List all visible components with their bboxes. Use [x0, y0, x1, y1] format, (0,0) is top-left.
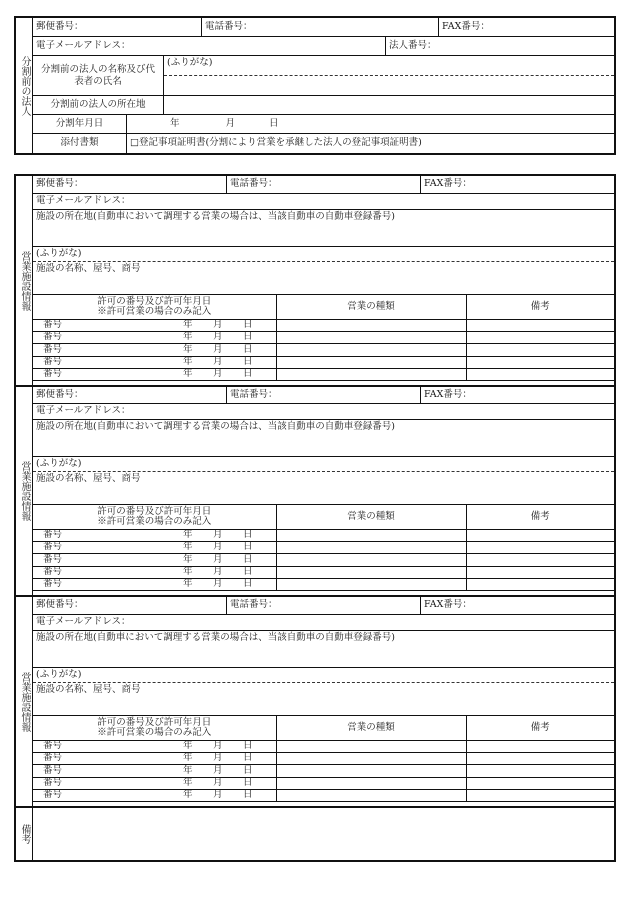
- pre-split-address-row: [33, 96, 614, 115]
- phone-label: 電話番号：: [230, 599, 278, 611]
- attachment-row: [33, 134, 614, 153]
- facility-furigana-field[interactable]: [33, 457, 614, 471]
- permit-row: [33, 765, 614, 777]
- remarks-cell[interactable]: [466, 319, 614, 331]
- permit-month: 月: [213, 752, 223, 764]
- pre-split-email-row: [33, 37, 614, 56]
- permit-row: [33, 579, 614, 591]
- permit-number-cell[interactable]: [33, 752, 276, 764]
- remarks-cell[interactable]: [466, 740, 614, 752]
- email-label: 電子メールアドレス：: [36, 195, 131, 207]
- attachment-checkbox-field[interactable]: [126, 134, 614, 153]
- permit-number-label: 番号: [43, 319, 63, 330]
- pre-split-furigana-label: (ふりがな): [167, 57, 213, 68]
- permit-row: [33, 740, 614, 752]
- corporate-number-field[interactable]: [385, 37, 614, 55]
- remarks-cell[interactable]: [466, 356, 614, 368]
- permit-day: 日: [243, 529, 253, 540]
- facility-furigana-label: (ふりがな): [36, 458, 82, 469]
- permit-number-label: 番号: [43, 764, 63, 776]
- email-field[interactable]: [33, 37, 385, 55]
- pre-split-name-row: [33, 56, 614, 96]
- permit-month: 月: [213, 553, 223, 565]
- facility-contact-row: [33, 176, 614, 194]
- fax-field[interactable]: [420, 387, 614, 403]
- postal-code-label: 郵便番号：: [36, 20, 84, 32]
- permit-header: [33, 505, 276, 529]
- business-type-header-text: 営業の種類: [347, 510, 395, 522]
- permit-day: 日: [243, 752, 253, 764]
- permit-number-label: 番号: [43, 578, 63, 590]
- fax-label: FAX番号：: [424, 178, 472, 190]
- permit-month: 月: [213, 356, 223, 367]
- permit-year: 年: [183, 356, 193, 367]
- business-type-cell[interactable]: [276, 752, 466, 764]
- facility-email-row: [33, 615, 614, 631]
- permit-number-cell[interactable]: [33, 790, 276, 802]
- remarks-field[interactable]: [33, 808, 614, 860]
- permit-number-cell[interactable]: [33, 319, 276, 331]
- fax-label: FAX番号：: [424, 388, 472, 400]
- remarks-header-text: 備考: [530, 510, 550, 522]
- permit-day: 日: [243, 578, 253, 590]
- pre-split-address-field[interactable]: [163, 96, 614, 114]
- permit-month: 月: [213, 343, 223, 355]
- facility-name-label: 施設の名称、屋号、商号: [36, 684, 141, 695]
- permit-month: 月: [213, 529, 223, 540]
- facility-sidebar: [16, 387, 33, 595]
- permit-month: 月: [213, 566, 223, 577]
- permit-month: 月: [213, 578, 223, 590]
- split-date-year: 年: [170, 117, 180, 129]
- facility-name-label: 施設の名称、屋号、商号: [36, 263, 141, 274]
- remarks-header: [466, 295, 614, 319]
- postal-code-label: 郵便番号：: [36, 599, 84, 611]
- remarks-sidebar: [16, 808, 33, 860]
- split-date-row: [33, 115, 614, 134]
- facility-furigana-label: (ふりがな): [36, 669, 82, 680]
- remarks-cell[interactable]: [466, 790, 614, 802]
- fax-label: FAX番号：: [442, 20, 490, 32]
- permit-year: 年: [183, 319, 193, 330]
- permit-year: 年: [183, 752, 193, 764]
- permit-month: 月: [213, 789, 223, 801]
- fax-label: FAX番号：: [424, 599, 472, 611]
- facility-furigana-field[interactable]: [33, 247, 614, 261]
- facility-location-field[interactable]: [33, 420, 398, 435]
- email-field[interactable]: [33, 615, 614, 630]
- permit-day: 日: [243, 319, 253, 330]
- phone-label: 電話番号：: [205, 20, 253, 32]
- facility-location-row: [33, 210, 614, 247]
- business-type-cell[interactable]: [276, 777, 466, 789]
- permit-year: 年: [183, 764, 193, 776]
- remarks-cell[interactable]: [466, 777, 614, 789]
- facility-content: [33, 387, 614, 591]
- permit-number-label: 番号: [43, 752, 63, 764]
- business-type-cell[interactable]: [276, 356, 466, 368]
- remarks-cell[interactable]: [466, 331, 614, 343]
- facility-section-title: 営業施設情報: [19, 671, 30, 732]
- remarks-cell[interactable]: [466, 579, 614, 591]
- facility-name-field[interactable]: [33, 471, 614, 504]
- permit-row: [33, 369, 614, 381]
- permit-table-header: [33, 716, 614, 740]
- phone-field[interactable]: [201, 18, 438, 36]
- facility-section-title: 営業施設情報: [19, 250, 30, 311]
- facility-section-title: 営業施設情報: [19, 461, 30, 521]
- facility-section-3: [14, 595, 616, 806]
- permit-row: [33, 529, 614, 541]
- remarks-cell[interactable]: [466, 541, 614, 553]
- permit-year: 年: [183, 343, 193, 355]
- facility-section-2: [14, 385, 616, 595]
- business-type-cell[interactable]: [276, 554, 466, 566]
- permit-number-label: 番号: [43, 529, 63, 540]
- permit-year: 年: [183, 553, 193, 565]
- remarks-header: [466, 505, 614, 529]
- remarks-cell[interactable]: [466, 529, 614, 541]
- remarks-header-text: 備考: [530, 300, 550, 312]
- permit-row: [33, 777, 614, 789]
- permit-number-label: 番号: [43, 553, 63, 565]
- business-type-cell[interactable]: [276, 344, 466, 356]
- facility-section-1: [14, 174, 616, 385]
- permit-day: 日: [243, 566, 253, 577]
- facility-email-row: [33, 404, 614, 420]
- permit-day: 日: [243, 789, 253, 801]
- permit-table: [33, 295, 614, 381]
- permit-month: 月: [213, 368, 223, 380]
- permit-month: 月: [213, 740, 223, 751]
- remarks-header-text: 備考: [530, 721, 550, 733]
- permit-header-line2: ※許可営業の場合のみ記入: [97, 305, 212, 317]
- facility-name-row: [33, 247, 614, 295]
- permit-year: 年: [183, 789, 193, 801]
- business-type-header-text: 営業の種類: [347, 721, 395, 733]
- facility-contact-row: [33, 597, 614, 615]
- pre-split-address-label-text: 分割前の法人の所在地: [50, 98, 146, 110]
- business-type-cell[interactable]: [276, 790, 466, 802]
- pre-split-section-title: 分割前の法人: [19, 55, 30, 116]
- email-label: 電子メールアドレス：: [36, 405, 131, 417]
- remarks-cell[interactable]: [466, 369, 614, 381]
- permit-number-cell[interactable]: [33, 529, 276, 541]
- facility-sidebar: [16, 597, 33, 806]
- business-type-header: [276, 716, 466, 740]
- permit-number-cell[interactable]: [33, 554, 276, 566]
- permit-table-header: [33, 295, 614, 319]
- permit-table: [33, 505, 614, 591]
- attachment-checkbox-label: □登記事項証明書(分割により営業を承継した法人の登記事項証明書): [130, 137, 422, 149]
- postal-code-field[interactable]: [33, 176, 226, 193]
- facility-contact-row: [33, 387, 614, 404]
- permit-header-line2: ※許可営業の場合のみ記入: [97, 726, 212, 738]
- pre-split-contact-row: [33, 18, 614, 37]
- permit-number-label: 番号: [43, 740, 63, 751]
- facility-name-row: [33, 668, 614, 716]
- remarks-cell[interactable]: [466, 752, 614, 764]
- permit-header-line2: ※許可営業の場合のみ記入: [97, 515, 212, 527]
- facility-content: [33, 176, 614, 381]
- permit-number-label: 番号: [43, 789, 63, 801]
- business-type-cell[interactable]: [276, 740, 466, 752]
- split-date-label: [33, 115, 126, 133]
- phone-field[interactable]: [226, 176, 420, 193]
- remarks-section: [14, 806, 616, 862]
- remarks-cell[interactable]: [466, 566, 614, 578]
- remarks-cell[interactable]: [466, 344, 614, 356]
- permit-month: 月: [213, 777, 223, 788]
- permit-header-line1: 許可の番号及び許可年月日: [97, 295, 212, 307]
- permit-row: [33, 331, 614, 343]
- facility-location-label: 施設の所在地(自動車において調理する営業の場合は、当該自動車の自動車登録番号): [36, 632, 395, 643]
- permit-month: 月: [213, 319, 223, 330]
- permit-number-cell[interactable]: [33, 566, 276, 578]
- facility-furigana-field[interactable]: [33, 668, 614, 682]
- permit-day: 日: [243, 777, 253, 788]
- permit-day: 日: [243, 343, 253, 355]
- permit-number-cell[interactable]: [33, 765, 276, 777]
- permit-year: 年: [183, 368, 193, 380]
- pre-split-name-label: [33, 56, 163, 95]
- facility-name-field[interactable]: [33, 261, 614, 294]
- split-date-month: 月: [225, 117, 236, 129]
- phone-label: 電話番号：: [230, 178, 278, 190]
- email-field[interactable]: [33, 404, 614, 419]
- facility-location-label: 施設の所在地(自動車において調理する営業の場合は、当該自動車の自動車登録番号): [36, 421, 395, 432]
- business-type-header: [276, 505, 466, 529]
- permit-month: 月: [213, 331, 223, 343]
- permit-day: 日: [243, 740, 253, 751]
- permit-number-cell[interactable]: [33, 579, 276, 591]
- permit-number-label: 番号: [43, 343, 63, 355]
- permit-row: [33, 356, 614, 368]
- phone-field[interactable]: [226, 597, 420, 614]
- permit-year: 年: [183, 541, 193, 553]
- permit-number-cell[interactable]: [33, 777, 276, 789]
- permit-number-label: 番号: [43, 777, 63, 788]
- pre-split-content: [33, 18, 614, 153]
- permit-number-label: 番号: [43, 541, 63, 553]
- email-label: 電子メールアドレス：: [36, 616, 131, 628]
- business-type-cell[interactable]: [276, 529, 466, 541]
- pre-split-furigana-field[interactable]: [164, 56, 614, 75]
- split-date-label-text: 分割年月日: [55, 117, 104, 129]
- pre-split-name-label-text: 分割前の法人の名称及び代表者の氏名: [40, 63, 155, 87]
- email-label: 電子メールアドレス：: [36, 39, 131, 51]
- permit-number-cell[interactable]: [33, 541, 276, 553]
- remarks-cell[interactable]: [466, 554, 614, 566]
- permit-row: [33, 752, 614, 764]
- pre-split-address-label: [33, 96, 163, 114]
- fax-field[interactable]: [420, 597, 614, 614]
- permit-day: 日: [243, 368, 253, 380]
- permit-number-label: 番号: [43, 566, 63, 577]
- business-type-cell[interactable]: [276, 319, 466, 331]
- permit-day: 日: [243, 356, 253, 367]
- business-type-cell[interactable]: [276, 579, 466, 591]
- permit-header: [33, 716, 276, 740]
- permit-year: 年: [183, 566, 193, 577]
- attachment-label: [33, 134, 126, 153]
- permit-number-label: 番号: [43, 331, 63, 343]
- facility-location-row: [33, 631, 614, 668]
- facility-sidebar: [16, 176, 33, 385]
- facility-location-row: [33, 420, 614, 457]
- business-type-cell[interactable]: [276, 541, 466, 553]
- postal-code-label: 郵便番号：: [36, 388, 84, 400]
- attachment-label-text: 添付書類: [60, 137, 99, 149]
- split-date-day: 日: [269, 117, 279, 129]
- facility-name-label: 施設の名称、屋号、商号: [36, 473, 141, 484]
- permit-row: [33, 319, 614, 331]
- permit-month: 月: [213, 764, 223, 776]
- facility-furigana-label: (ふりがな): [36, 248, 82, 259]
- split-date-field[interactable]: [126, 115, 614, 133]
- business-type-cell[interactable]: [276, 331, 466, 343]
- permit-year: 年: [183, 331, 193, 343]
- business-type-cell[interactable]: [276, 369, 466, 381]
- pre-split-corporation-section: [14, 16, 616, 155]
- remarks-section-title: 備考: [19, 824, 30, 844]
- permit-table: [33, 716, 614, 802]
- permit-day: 日: [243, 331, 253, 343]
- permit-row: [33, 554, 614, 566]
- permit-number-label: 番号: [43, 368, 63, 380]
- pre-split-name-input[interactable]: [164, 75, 614, 95]
- postal-code-field[interactable]: [33, 18, 201, 36]
- permit-number-cell[interactable]: [33, 344, 276, 356]
- permit-number-cell[interactable]: [33, 356, 276, 368]
- business-type-header-text: 営業の種類: [347, 300, 395, 312]
- postal-code-field[interactable]: [33, 597, 226, 614]
- facility-content: [33, 597, 614, 802]
- facility-location-label: 施設の所在地(自動車において調理する営業の場合は、当該自動車の自動車登録番号): [36, 211, 395, 222]
- postal-code-field[interactable]: [33, 387, 226, 403]
- permit-year: 年: [183, 578, 193, 590]
- permit-year: 年: [183, 777, 193, 788]
- permit-number-cell[interactable]: [33, 740, 276, 752]
- permit-header-line1: 許可の番号及び許可年月日: [97, 505, 212, 517]
- facility-location-field[interactable]: [33, 631, 398, 646]
- permit-header-line1: 許可の番号及び許可年月日: [97, 716, 212, 728]
- business-type-header: [276, 295, 466, 319]
- pre-split-sidebar: [16, 18, 33, 153]
- permit-day: 日: [243, 553, 253, 565]
- remarks-cell[interactable]: [466, 765, 614, 777]
- fax-field[interactable]: [420, 176, 614, 193]
- permit-row: [33, 790, 614, 802]
- permit-day: 日: [243, 764, 253, 776]
- permit-row: [33, 566, 614, 578]
- permit-table-header: [33, 505, 614, 529]
- permit-number-cell[interactable]: [33, 331, 276, 343]
- facility-email-row: [33, 194, 614, 210]
- pre-split-name-field[interactable]: [163, 56, 614, 95]
- fax-field[interactable]: [438, 18, 614, 36]
- permit-day: 日: [243, 541, 253, 553]
- corporate-number-label: 法人番号：: [389, 39, 437, 51]
- permit-row: [33, 344, 614, 356]
- remarks-header: [466, 716, 614, 740]
- postal-code-label: 郵便番号：: [36, 178, 84, 190]
- facility-location-field[interactable]: [33, 210, 398, 225]
- facility-name-row: [33, 457, 614, 505]
- business-type-cell[interactable]: [276, 765, 466, 777]
- phone-label: 電話番号：: [230, 388, 278, 400]
- permit-number-cell[interactable]: [33, 369, 276, 381]
- permit-year: 年: [183, 529, 193, 540]
- permit-header: [33, 295, 276, 319]
- phone-field[interactable]: [226, 387, 420, 403]
- permit-number-label: 番号: [43, 356, 63, 367]
- permit-row: [33, 541, 614, 553]
- facility-name-field[interactable]: [33, 682, 614, 715]
- business-type-cell[interactable]: [276, 566, 466, 578]
- permit-year: 年: [183, 740, 193, 751]
- email-field[interactable]: [33, 194, 614, 209]
- permit-month: 月: [213, 541, 223, 553]
